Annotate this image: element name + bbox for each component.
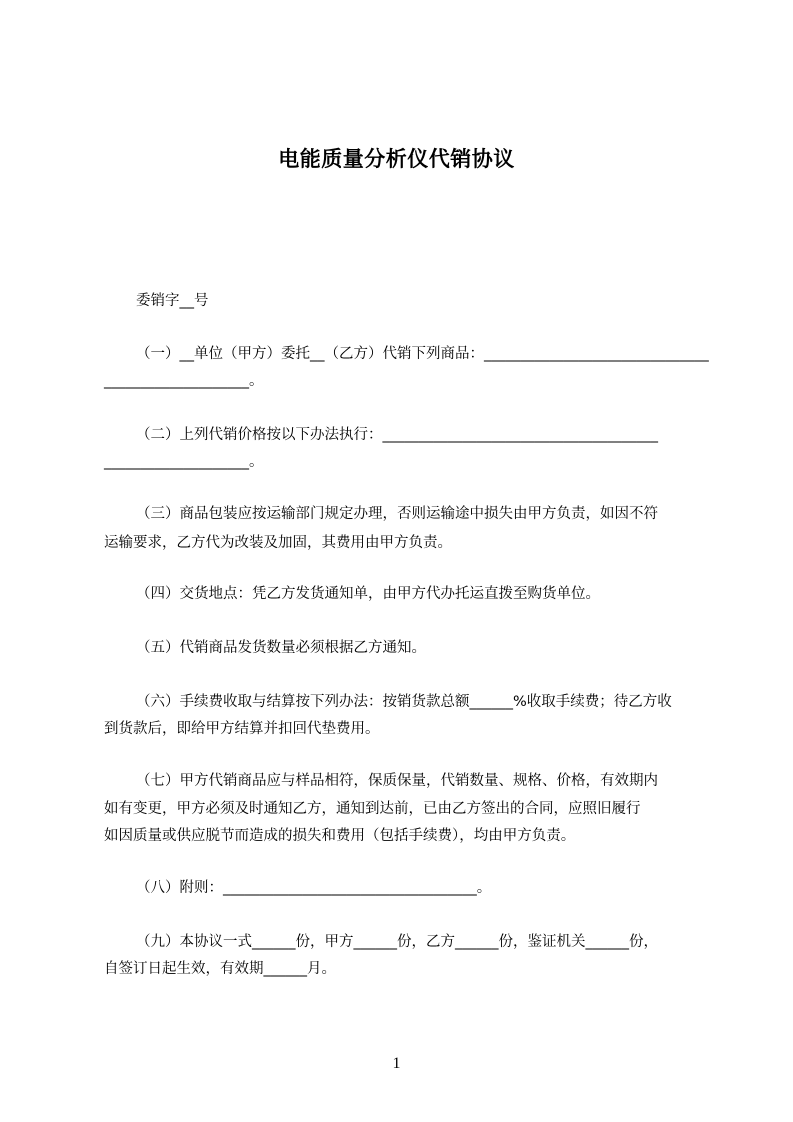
clause-line: （七）甲方代销商品应与样品相符，保质保量，代销数量、规格、价格，有效期内 xyxy=(136,773,658,789)
clause-line: （二）上列代销价格按以下办法执行：______________________________________ xyxy=(136,427,658,443)
page-number: 1 xyxy=(392,1055,401,1072)
clause-line: （三）商品包装应按运输部门规定办理，否则运输途中损失由甲方负责，如因不符 xyxy=(136,506,658,522)
clause-line: （一）__单位（甲方）委托__（乙方）代销下列商品：_______________________________ xyxy=(136,346,709,362)
clause-line: （六）手续费收取与结算按下列办法：按销货款总额______%收取手续费；待乙方收 xyxy=(136,694,672,710)
document-title: 电能质量分析仪代销协议 xyxy=(278,147,515,171)
clause-line: 运输要求，乙方代为改装及加固，其费用由甲方负责。 xyxy=(104,535,452,551)
clause-line: 如有变更，甲方必须及时通知乙方，通知到达前，已由乙方签出的合同，应照旧履行 xyxy=(104,801,641,817)
clause-line: 如因质量或供应脱节而造成的损失和费用（包括手续费），均由甲方负责。 xyxy=(104,828,576,844)
reference-number: 委销字__号 xyxy=(136,293,209,309)
clause-line: （八）附则：___________________________________。 xyxy=(136,880,492,896)
clause-line: ____________________。 xyxy=(104,454,264,470)
clause-line: ____________________。 xyxy=(104,373,264,389)
clause-line: 到货款后，即给甲方结算并扣回代垫费用。 xyxy=(104,721,380,737)
clause-line: 自签订日起生效，有效期______月。 xyxy=(104,961,336,977)
clause-line: （九）本协议一式______份，甲方______份，乙方______份，鉴证机关______份， xyxy=(136,934,658,950)
clause-line: （四）交货地点：凭乙方发货通知单，由甲方代办托运直拨至购货单位。 xyxy=(136,586,600,602)
clause-line: （五）代销商品发货数量必须根据乙方通知。 xyxy=(136,640,426,656)
